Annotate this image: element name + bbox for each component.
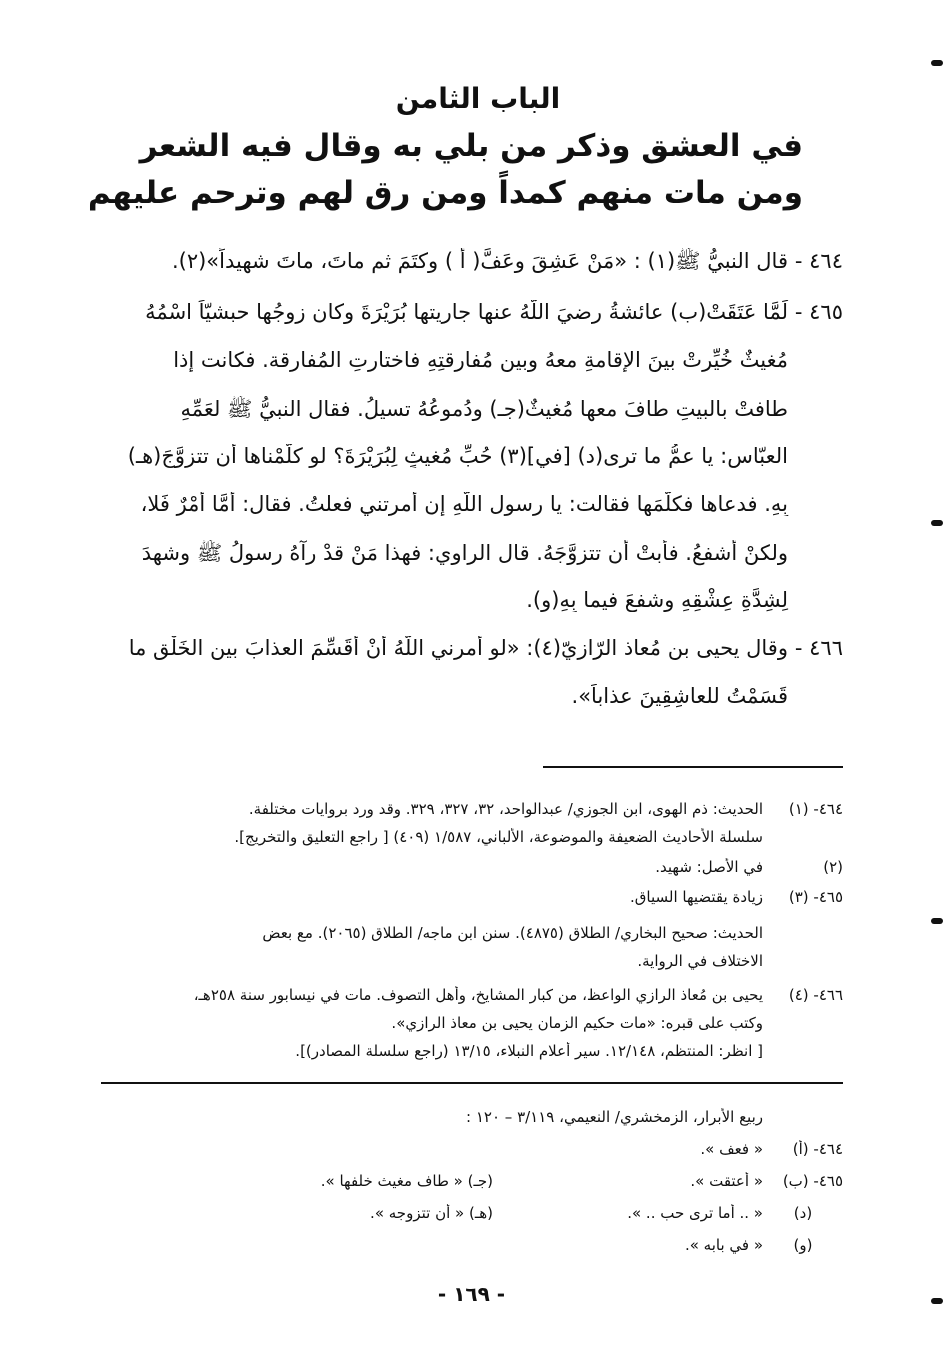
variant-text: « أعتقت ». [690, 1172, 763, 1190]
footnote-line: [ انظر: المنتظم، ١٢/١٤٨. سير أعلام النبلاء، ١٣/١٥ (راجع سلسلة المصادر)]. [295, 1042, 763, 1060]
chapter-subtitle-line-1: في العشق وذكر من بلي به وقال فيه الشعر [139, 128, 803, 164]
variant-ref: (د) [793, 1204, 813, 1222]
variants-source-text: ربيع الأبرار، الزمخشري/ النعيمي، ٣/١١٩ – ١٢٠ : [466, 1108, 763, 1126]
paragraph-line: لَمَّا عَتَقَتْ(ب) عائشةُ رضيَ اللَّهُ عنها جاريتها بُرَيْرَةَ وكان زوجُها حبشيّاً اسْمُهُ [145, 300, 788, 324]
variant-ref: ٤٦٥- (ب) [782, 1172, 843, 1190]
footnote-line: الاختلاف في الرواية. [637, 952, 763, 970]
paragraph-number: ٤٦٥ - [794, 300, 843, 324]
footnote-line: في الأصل: شهيد. [655, 858, 763, 876]
variant-ref: (هـ) [468, 1204, 493, 1222]
variants-source [103, 1108, 843, 1126]
footnote-466-4-line-2 [103, 1014, 843, 1032]
variant-ref: ٤٦٤- (أ) [792, 1140, 843, 1158]
paragraph-465-line-4 [103, 444, 843, 468]
footnote-464-1-line-2 [103, 828, 843, 846]
scan-edge-mark [931, 60, 943, 66]
footnote-465-hadith-line-2 [103, 952, 843, 970]
variant-text: « في بابه ». [684, 1236, 763, 1254]
footnote-466-4 [103, 986, 843, 1004]
variant-text: « طاف مغيث خلفها ». [320, 1172, 463, 1190]
paragraph-line: مُغيثٌ خُيِّرتْ بينَ الإقامةِ معهُ وبين مُفارقتِهِ فاختارتِ المُفارقة. فكانت إذا [173, 348, 788, 372]
paragraph-line: العبّاس: يا عمُّ ما ترى(د) [في](٣) حُبِّ مُغيثٍ لِبُرَيْرَةَ؟ لو كلَّمْناها أن تتزوَّجَ(هـ) [127, 444, 788, 468]
footnote-466-4-line-3 [103, 1042, 843, 1060]
paragraph-line: طافتْ بالبيتِ طافَ معها مُغيثٌ(جـ) ودُموعُهُ تسيلُ. فقال النبيُّ ﷺ لعَمِّهِ [180, 397, 788, 421]
page-number: - ١٦٩ - [437, 1282, 506, 1306]
paragraph-465-line-5 [103, 492, 843, 516]
paragraph-line: قال النبيُّ ﷺ(١) : «مَنْ عَشِقَ وعَفَّ( أ ) وكتَمَ ثم ماتَ، ماتَ شهيداً»(٢). [171, 249, 788, 273]
paragraph-466-line-2 [103, 684, 843, 708]
footnote-line: وكتب على قبره: «مات حكيم الزمان يحيى بن معاذ الرازي». [391, 1014, 763, 1032]
footnote-line: الحديث: صحيح البخاري/ الطلاق (٤٨٧٥). سنن ابن ماجه/ الطلاق (٢٠٦٥). مع بعض [262, 924, 763, 942]
variant-ref: (جـ) [467, 1172, 493, 1190]
footnote-465-3 [103, 888, 843, 906]
scan-edge-mark [931, 520, 943, 526]
variant-text: « .. أما ترى حب .. ». [627, 1204, 763, 1222]
footnote-line: يحيى بن مُعاذ الرازي الواعظ، من كبار المشايخ، وأهل التصوف. مات في نيسابور سنة ٢٥٨هـ، [193, 986, 763, 1004]
paragraph-465-line-7 [103, 588, 843, 612]
scan-edge-mark [931, 1298, 943, 1304]
paragraph-number: ٤٦٤ - [794, 249, 843, 273]
footnote-465-hadith [103, 924, 843, 942]
paragraph-line: ولكنْ أشفعُ. فأبتْ أن تتزوَّجَهُ. قال الراوي: فهذا مَنْ قدْ رآهُ رسولُ ﷺ وشهدَ [141, 541, 788, 565]
paragraph-465-line-3 [103, 396, 843, 427]
footnote-464-1 [103, 800, 843, 818]
variant-waw [103, 1236, 843, 1254]
paragraph-number: ٤٦٦ - [794, 636, 843, 660]
footnote-ref: (٢) [823, 858, 843, 876]
variants-separator [101, 1082, 843, 1084]
paragraph-464 [103, 248, 843, 279]
paragraph-line: بِهِ. فدعاها فكلَّمَها فقالت: يا رسول اللَّهِ إن أمرتني فعلتُ. فقال: أَمَّا أمْرٌ فَلا، [140, 492, 788, 516]
paragraph-465-line-2 [103, 348, 843, 372]
paragraph-465-line-6 [103, 540, 843, 571]
footnote-2 [103, 858, 843, 876]
footnote-line: زيادة يقتضيها السياق. [630, 888, 763, 906]
paragraph-465 [103, 300, 843, 324]
footnote-separator [543, 766, 843, 768]
scan-edge-mark [931, 918, 943, 924]
chapter-title: الباب الثامن [395, 82, 561, 115]
variant-ref: (و) [793, 1236, 813, 1254]
footnote-ref: ٤٦٥- (٣) [788, 888, 843, 906]
paragraph-line: قَسَمْتُ للعاشِقِينَ عذاباً». [571, 684, 788, 708]
footnote-ref: ٤٦٦- (٤) [788, 986, 843, 1004]
chapter-subtitle-line-2: ومن مات منهم كمداً ومن رق لهم وترحم عليهم [87, 175, 803, 211]
footnote-line: الحديث: ذم الهوى، ابن الجوزي/ عبدالواحد، ٣٢، ٣٢٧، ٣٢٩. وقد ورد بروايات مختلفة. [248, 800, 763, 818]
footnote-ref: ٤٦٤- (١) [788, 800, 843, 818]
variant-jim [233, 1172, 493, 1190]
variant-464-a [103, 1140, 843, 1158]
paragraph-line: وقال يحيى بن مُعاذ الرّازيّ(٤): «لو أمرني اللَّهُ أَنْ أُقَسِّمَ العذابَ بين الخَلْقِ ما [128, 636, 788, 660]
variant-ha [233, 1204, 493, 1222]
variant-text: « فعف ». [700, 1140, 763, 1158]
paragraph-466 [103, 636, 843, 660]
variant-text: « أن تتزوجه ». [370, 1204, 465, 1222]
paragraph-line: لِشِدَّةِ عِشْقِهِ وشفعَ فيما بِهِ(و). [526, 588, 788, 612]
footnote-line: سلسلة الأحاديث الضعيفة والموضوعة، الألباني، ١/٥٨٧ (٤٠٩) [ راجع التعليق والتخريج]. [234, 828, 763, 846]
